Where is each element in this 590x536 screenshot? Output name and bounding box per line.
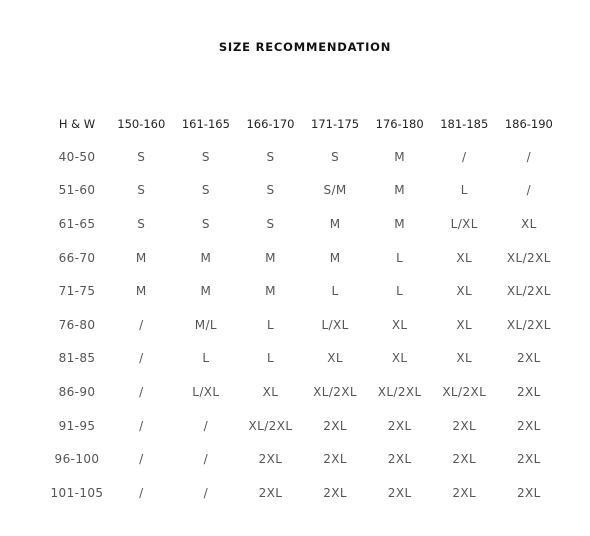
- size-cell: M: [265, 284, 276, 299]
- height-header: 181-185: [440, 116, 489, 131]
- size-cell: S: [137, 183, 146, 198]
- size-cell: XL: [456, 351, 473, 366]
- weight-cell: 71-75: [58, 284, 96, 299]
- size-cell: M: [200, 250, 212, 265]
- weight-cell: 91-95: [58, 418, 96, 433]
- size-cell: XL: [456, 317, 473, 332]
- size-cell: S: [266, 216, 275, 231]
- table-row: [45, 274, 561, 308]
- height-header: 161-165: [181, 116, 230, 131]
- size-cell: S: [201, 149, 210, 164]
- size-cell: /: [526, 149, 532, 164]
- table-header-row: [45, 107, 561, 140]
- size-cell: 2XL: [387, 485, 412, 500]
- size-cell: S: [266, 183, 275, 198]
- size-cell: M: [394, 216, 406, 231]
- weight-cell: 40-50: [58, 149, 96, 164]
- size-cell: /: [139, 384, 144, 399]
- size-cell: M: [135, 250, 147, 265]
- table-row: [45, 241, 561, 275]
- table-row: [45, 342, 561, 376]
- size-cell: XL: [327, 351, 343, 366]
- weight-cell: 66-70: [58, 250, 96, 265]
- size-cell: L: [331, 284, 339, 299]
- size-cell: S: [137, 149, 146, 164]
- size-cell: /: [139, 317, 144, 332]
- size-cell: XL/2XL: [442, 384, 487, 399]
- size-cell: 2XL: [387, 418, 412, 433]
- corner-header: H & W: [58, 116, 96, 131]
- size-cell: /: [203, 485, 209, 500]
- table-row: [45, 442, 561, 476]
- size-cell: 2XL: [452, 418, 477, 433]
- size-cell: 2XL: [323, 485, 347, 500]
- size-cell: L: [460, 183, 468, 198]
- height-header: 166-170: [246, 116, 295, 131]
- size-cell: 2XL: [452, 452, 477, 467]
- size-cell: M: [329, 216, 341, 231]
- size-recommendation-table: [45, 107, 561, 510]
- size-cell: 2XL: [323, 418, 347, 433]
- size-cell: M: [329, 250, 341, 265]
- size-cell: /: [462, 149, 467, 164]
- size-cell: 2XL: [452, 485, 477, 500]
- size-cell: L/XL: [321, 317, 349, 332]
- size-cell: 2XL: [516, 351, 541, 366]
- weight-cell: 61-65: [58, 216, 96, 231]
- size-cell: /: [139, 351, 144, 366]
- size-cell: /: [526, 183, 532, 198]
- size-cell: L/XL: [450, 216, 478, 231]
- size-cell: 2XL: [516, 418, 541, 433]
- size-cell: S: [266, 149, 275, 164]
- size-cell: 2XL: [516, 452, 541, 467]
- weight-cell: 51-60: [58, 183, 96, 198]
- weight-cell: 81-85: [58, 351, 96, 366]
- weight-cell: 76-80: [58, 317, 96, 332]
- size-cell: S: [331, 149, 340, 164]
- size-cell: XL: [262, 384, 279, 399]
- table-row: [45, 308, 561, 342]
- size-cell: M: [200, 284, 212, 299]
- table-row: [45, 140, 561, 174]
- table-row: [45, 476, 561, 510]
- size-cell: L: [396, 284, 404, 299]
- page-title: SIZE RECOMMENDATION: [218, 40, 392, 54]
- weight-cell: 101-105: [50, 485, 104, 500]
- size-cell: /: [139, 418, 144, 433]
- size-cell: XL: [391, 317, 408, 332]
- height-header: 186-190: [504, 116, 553, 131]
- size-cell: XL/2XL: [377, 384, 422, 399]
- size-cell: L: [202, 351, 210, 366]
- size-cell: L: [396, 250, 404, 265]
- table-row: [45, 375, 561, 409]
- table-row: [45, 409, 561, 443]
- size-cell: XL/2XL: [313, 384, 358, 399]
- size-cell: 2XL: [258, 485, 283, 500]
- size-cell: XL/2XL: [248, 418, 293, 433]
- height-header: 171-175: [311, 116, 360, 131]
- size-cell: XL/2XL: [506, 317, 551, 332]
- size-cell: L: [266, 351, 275, 366]
- size-cell: XL: [521, 216, 537, 231]
- size-cell: M: [265, 250, 276, 265]
- size-cell: M: [394, 183, 406, 198]
- table-row: [45, 207, 561, 241]
- size-cell: XL: [456, 284, 473, 299]
- size-cell: /: [203, 452, 209, 467]
- size-cell: 2XL: [516, 384, 541, 399]
- size-cell: M: [135, 284, 147, 299]
- size-cell: 2XL: [516, 485, 541, 500]
- size-cell: M: [394, 149, 406, 164]
- height-header: 176-180: [375, 116, 424, 131]
- size-cell: XL/2XL: [506, 250, 551, 265]
- size-cell: S/M: [323, 183, 347, 198]
- size-cell: S: [137, 216, 146, 231]
- size-cell: 2XL: [323, 452, 347, 467]
- size-cell: M/L: [194, 317, 218, 332]
- size-cell: S: [201, 183, 210, 198]
- weight-cell: 96-100: [54, 452, 100, 467]
- size-cell: 2XL: [258, 452, 283, 467]
- size-cell: /: [139, 452, 144, 467]
- size-cell: L: [266, 317, 275, 332]
- size-cell: XL/2XL: [506, 284, 551, 299]
- weight-cell: 86-90: [58, 384, 96, 399]
- size-cell: /: [203, 418, 209, 433]
- size-cell: XL: [456, 250, 473, 265]
- size-cell: L/XL: [192, 384, 220, 399]
- size-cell: S: [201, 216, 210, 231]
- table-row: [45, 174, 561, 208]
- size-cell: /: [139, 485, 144, 500]
- height-header: 150-160: [117, 116, 166, 131]
- size-cell: XL: [391, 351, 408, 366]
- size-cell: 2XL: [387, 452, 412, 467]
- table-body: [45, 140, 561, 510]
